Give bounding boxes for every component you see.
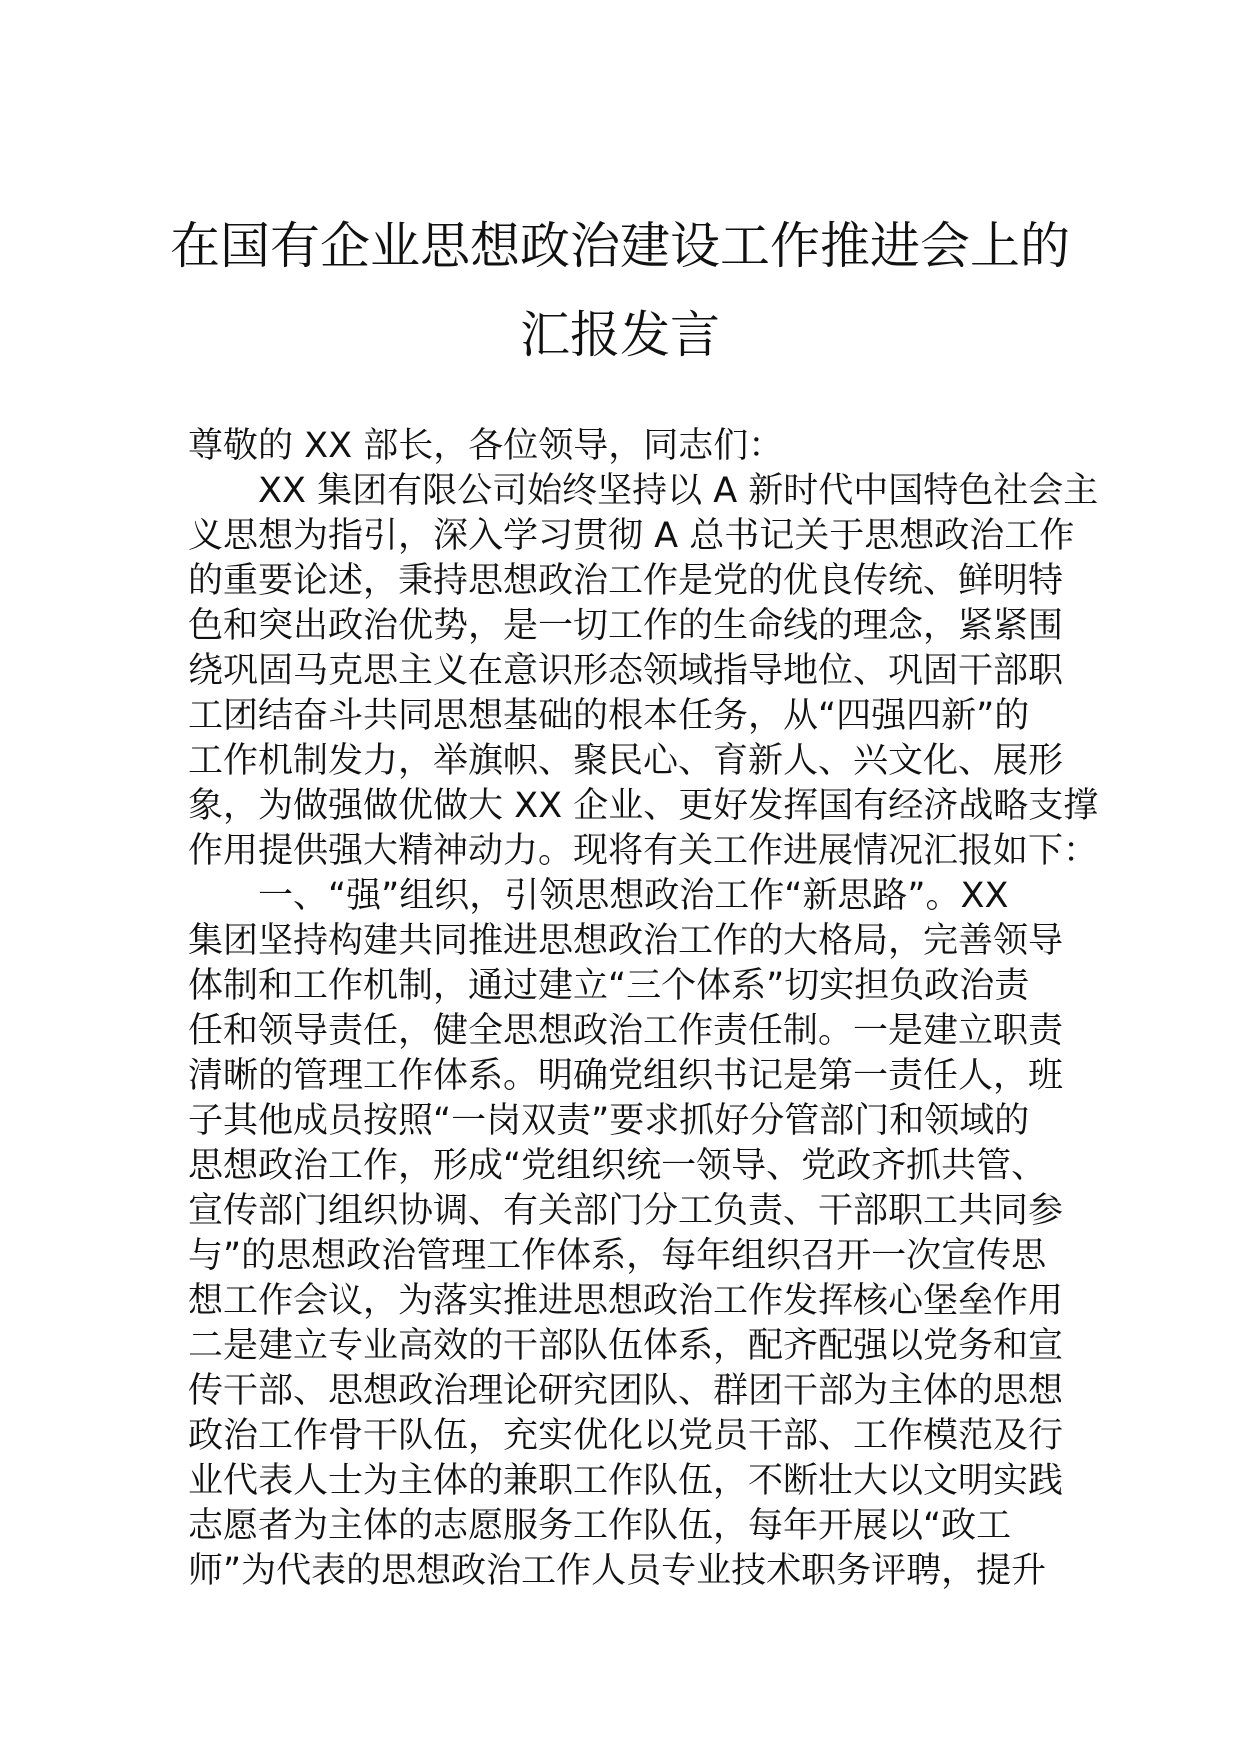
body-line: 业代表人士为主体的兼职工作队伍，不断壮大以文明实践 xyxy=(188,1461,1064,1501)
section-heading-line: 一、“强”组织，引领思想政治工作“新思路”。XX xyxy=(258,876,1009,916)
body-line: 工作机制发力，举旗帜、聚民心、育新人、兴文化、展形 xyxy=(188,741,1064,781)
body-line: 子其他成员按照“一岗双责”要求抓好分管部门和领域的 xyxy=(188,1101,1030,1141)
body-line: 与”的思想政治管理工作体系，每年组织召开一次宣传思 xyxy=(188,1236,1047,1276)
body-line: 的重要论述，秉持思想政治工作是党的优良传统、鲜明特 xyxy=(188,561,1064,601)
document-title-line-1: 在国有企业思想政治建设工作推进会上的 xyxy=(170,217,1070,275)
body-line: XX 集团有限公司始终坚持以 A 新时代中国特色社会主 xyxy=(258,471,1099,511)
document-body xyxy=(188,424,1099,1594)
salutation: 尊敬的 XX 部长，各位领导，同志们： xyxy=(188,426,784,466)
body-line: 宣传部门组织协调、有关部门分工负责、干部职工共同参 xyxy=(188,1191,1064,1231)
body-line: 色和突出政治优势，是一切工作的生命线的理念，紧紧围 xyxy=(188,606,1064,646)
document-title-line-2: 汇报发言 xyxy=(520,306,720,364)
body-line: 想工作会议，为落实推进思想政治工作发挥核心堡垒作用 xyxy=(188,1281,1064,1321)
body-line: 政治工作骨干队伍，充实优化以党员干部、工作模范及行 xyxy=(188,1416,1064,1456)
body-line: 传干部、思想政治理论研究团队、群团干部为主体的思想 xyxy=(188,1371,1064,1411)
body-line: 象，为做强做优做大 XX 企业、更好发挥国有经济战略支撑 xyxy=(188,786,1099,826)
body-line: 二是建立专业高效的干部队伍体系，配齐配强以党务和宣 xyxy=(188,1326,1064,1366)
body-line: 思想政治工作，形成“党组织统一领导、党政齐抓共管、 xyxy=(188,1146,1047,1186)
body-line: 义思想为指引，深入学习贯彻 A 总书记关于思想政治工作 xyxy=(188,516,1075,556)
body-line: 工团结奋斗共同思想基础的根本任务，从“四强四新”的 xyxy=(188,696,1030,736)
body-line: 清晰的管理工作体系。明确党组织书记是第一责任人，班 xyxy=(188,1056,1064,1096)
body-line: 体制和工作机制，通过建立“三个体系”切实担负政治责 xyxy=(188,966,1030,1006)
body-line: 志愿者为主体的志愿服务工作队伍，每年开展以“政工 xyxy=(188,1506,1012,1546)
body-line: 作用提供强大精神动力。现将有关工作进展情况汇报如下： xyxy=(188,831,1099,871)
body-line: 绕巩固马克思主义在意识形态领域指导地位、巩固干部职 xyxy=(188,651,1064,691)
body-line: 集团坚持构建共同推进思想政治工作的大格局，完善领导 xyxy=(188,921,1064,961)
body-line: 师”为代表的思想政治工作人员专业技术职务评聘，提升 xyxy=(188,1551,1047,1591)
body-line: 任和领导责任，健全思想政治工作责任制。一是建立职责 xyxy=(188,1011,1064,1051)
